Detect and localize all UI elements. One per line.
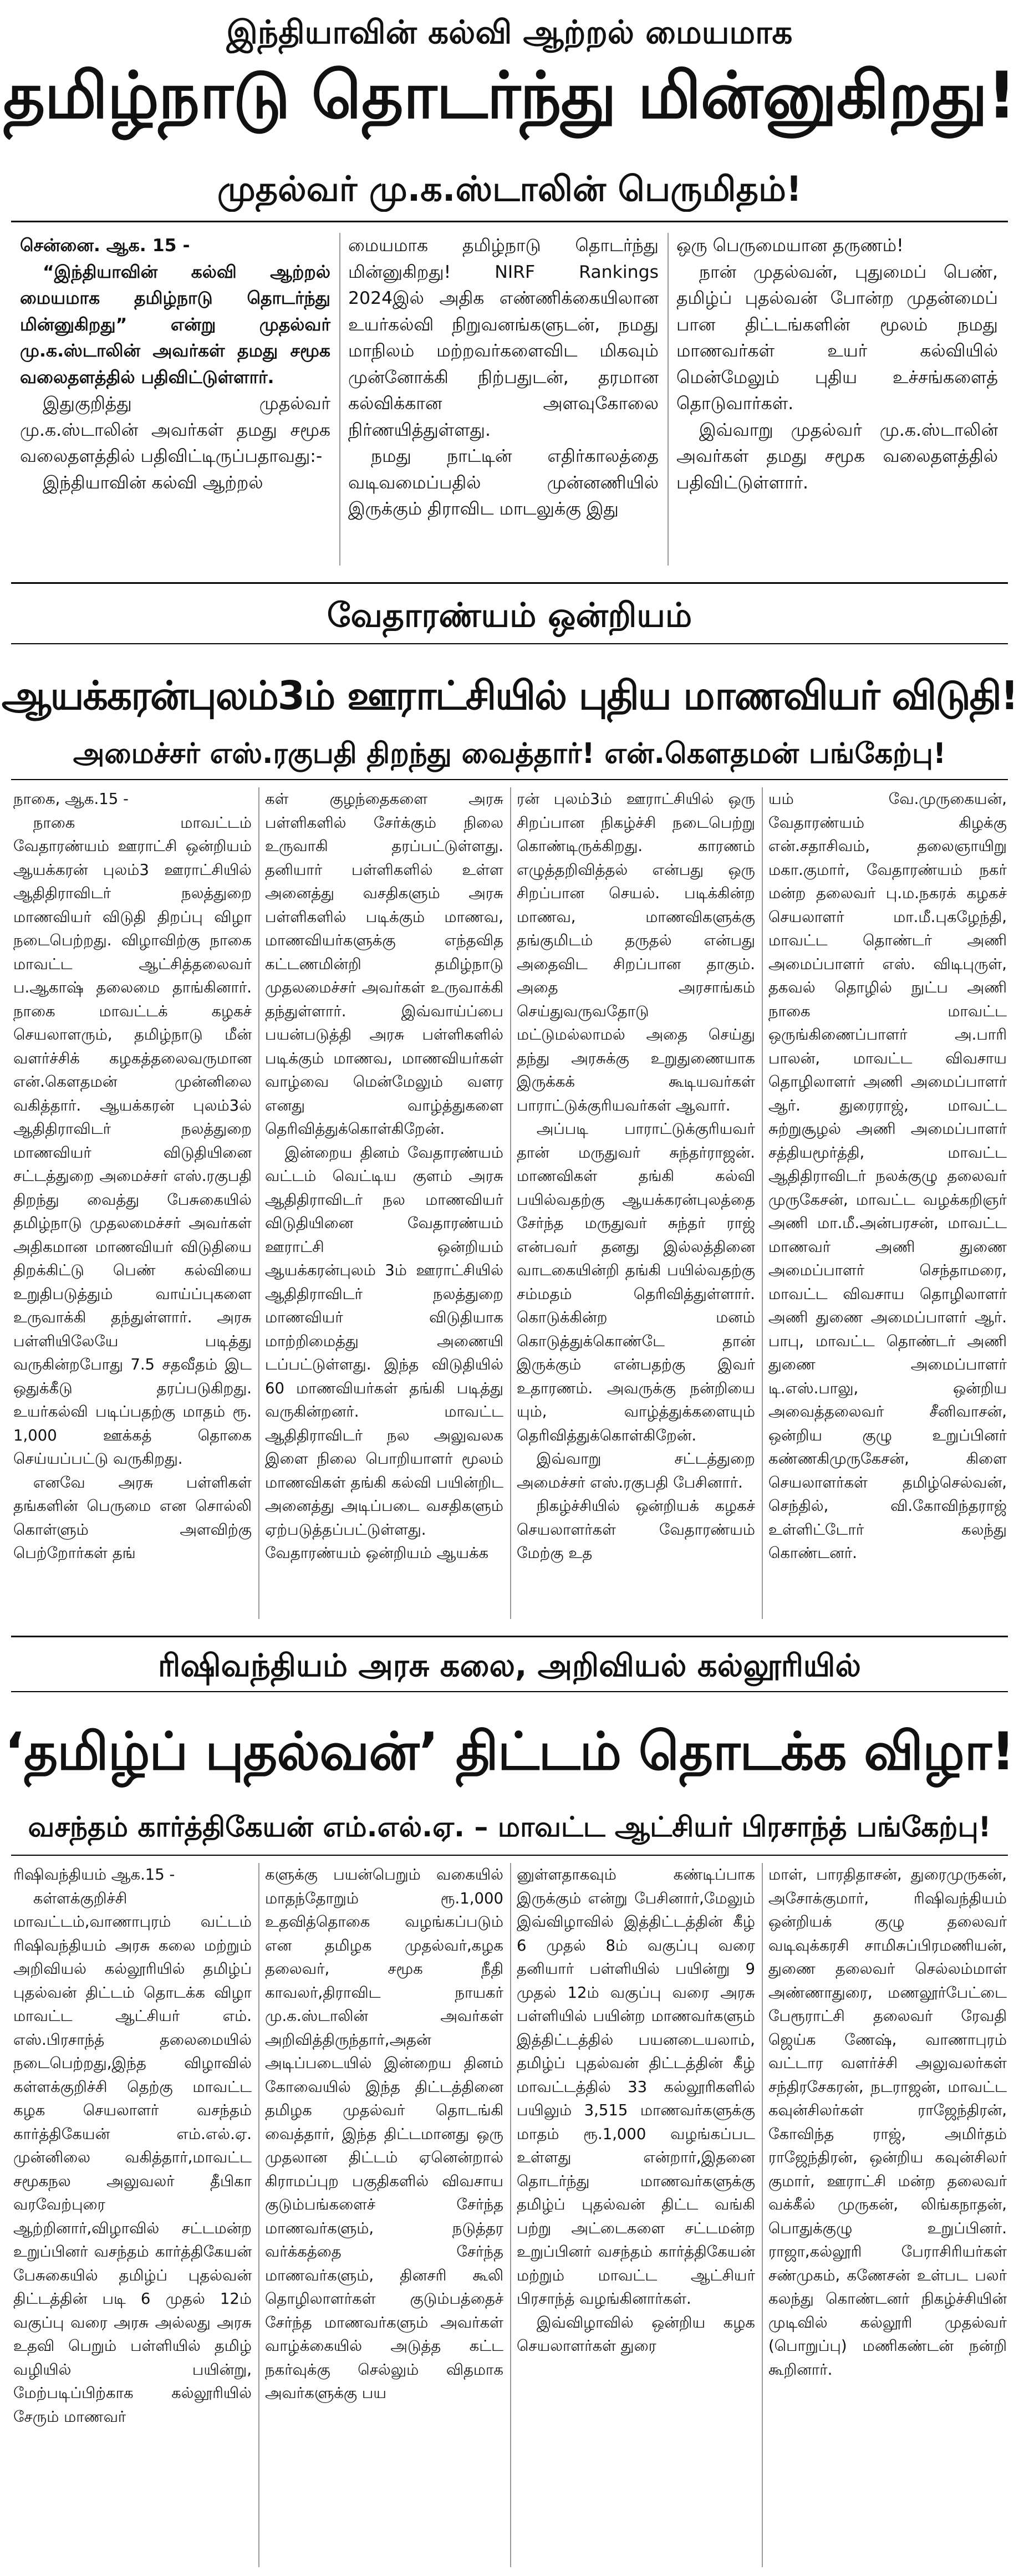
story3-column-1 — [13, 1863, 252, 2567]
paragraph: எனவே அரசு பள்ளிகள் தங்களின் பெருமை என சொல்லி கொள்ளும் அளவிற்கு பெற்றோர்கள் தங் — [13, 1473, 252, 1562]
story2-column-3 — [517, 787, 755, 1619]
story3-top-rule — [11, 1636, 1008, 1637]
story3-column-3 — [517, 1863, 755, 2567]
paragraph: களுக்கு பயன்பெறும் வகையில் மாதந்தோறும் ரூ.1,000 உதவித்தொகை வழங்கப்படும் என தமிழக முதல்வர்,கழக தலைவர், சமூக நீதி காவலர்,திராவிட நாயகர் மு.க.ஸ்டாலின் அவர்கள் அறிவித்திருந்தார்,அதன் அடிப்படையில் இன்றைய தினம் கோவையில் இந்த திட்டத்தினை தமிழக முதல்வர் தொடங்கி வைத்தார், இந்த திட்டமானது ஒரு முதலான திட்டம் ஏனென்றால் கிராமப்புற பகுதிகளில் விவசாய குடும்பங்களைச் சேர்ந்த மாணவர்களும், நடுத்தர வர்க்கத்தை சேர்ந்த மாணவர்களும், தினசரி கூலி தொழிலாளர்கள் குடும்பத்தைச் சேர்ந்த மாணவர்களும் அவர்கள் வாழ்க்கையில் அடுத்த கட்ட நகர்வுக்கு செல்லும் விதமாக அவர்களுக்கு பய — [265, 1866, 503, 2402]
story3-subhead: வசந்தம் கார்த்திகேயன் எம்.எல்.ஏ. – மாவட்ட ஆட்சியர் பிரசாந்த் பங்கேற்பு! — [28, 1811, 991, 1843]
story3-kicker: ரிஷிவந்தியம் அரசு கலை, அறிவியல் கல்லூரியில் — [158, 1648, 861, 1684]
column-divider — [762, 787, 763, 1619]
paragraph: ரன் புலம்3ம் ஊராட்சியில் ஒரு சிறப்பான நிகழ்ச்சி நடைபெற்று கொண்டிருக்கிறது. காரணம் எழுத்தறிவித்தல் என்பது ஒரு சிறப்பான செயல். படிக்கின்ற மாணவ, மாணவிகளுக்கு தங்குமிடம் தருதல் என்பது அதைவிட சிறப்பான தாகும். அதை அரசாங்கம் செய்துவருவதோடு மட்டுமல்லாமல் அதை செய்து தந்து அரசுக்கு உறுதுணையாக இருக்கக் கூடியவர்கள் பாராட்டுக்குரியவர்கள் ஆவார். — [517, 790, 755, 1114]
story2-dateline: நாகை, ஆக.15 - — [13, 790, 129, 808]
paragraph: இந்தியாவின் கல்வி ஆற்றல் — [42, 472, 263, 493]
paragraph: ஒரு பெருமையான தருணம்! — [676, 236, 904, 256]
story1-kicker: இந்தியாவின் கல்வி ஆற்றல் மையமாக — [226, 13, 793, 51]
paragraph: இதுகுறித்து முதல்வர் மு.க.ஸ்டாலின் அவர்கள் தமது சமூக வலைதளத்தில் பதிவிட்டிருப்பதாவது:- — [20, 394, 330, 466]
paragraph: னுள்ளதாகவும் கண்டிப்பாக இருக்கும் என்று பேசினார்,மேலும் இவ்விழாவில் இத்திட்டத்தின் கீழ் 6 முதல் 8ம் வகுப்பு வரை தனியார் பள்ளியில் பயின்று 9 முதல் 12ம் வகுப்பு வரை அரசு பள்ளியில் பயின்ற மாணவர்களும் இத்திட்டத்தில் பயனடையலாம், தமிழ்ப் புதல்வன் திட்டத்தின் கீழ் மாவட்டத்தில் 33 கல்லூரிகளில் பயிலும் 3,515 மாணவர்களுக்கு மாதம் ரூ.1,000 வழங்கப்பட உள்ளது என்றார்,இதனை தொடர்ந்து மாணவர்களுக்கு தமிழ்ப் புதல்வன் திட்ட வங்கி பற்று அட்டைகளை சட்டமன்ற உறுப்பினர் வசந்தம் கார்த்திகேயன் மற்றும் மாவட்ட ஆட்சியர் பிரசாந்த் வழங்கினார்கள். — [517, 1866, 755, 2308]
paragraph: கள்ளக்குறிச்சி மாவட்டம்,வாணாபுரம் வட்டம் ரிஷிவந்தியம் அரசு கலை மற்றும் அறிவியல் கல்லூரியில் தமிழ்ப் புதல்வன் திட்டம் தொடக்க விழா மாவட்ட ஆட்சியர் எம். எஸ்.பிரசாந்த் தலைமையில் நடைபெற்றது,இந்த விழாவில் கள்ளக்குறிச்சி தெற்கு மாவட்ட கழக செயலாளர் வசந்தம் கார்த்திகேயன் எம்.எல்.ஏ. முன்னிலை வகித்தார்,மாவட்ட சமூகநல அலுவலர் தீபிகா வரவேற்புரை ஆற்றினார்,விழாவில் சட்டமன்ற உறுப்பினர் வசந்தம் கார்த்திகேயன் பேசுகையில் தமிழ்ப் புதல்வன் திட்டத்தின் படி 6 முதல் 12ம் வகுப்பு வரை அரசு அல்லது அரசு உதவி பெறும் பள்ளியில் தமிழ் வழியில் பயின்று, மேற்படிப்பிற்காக கல்லூரியில் சேரும் மாணவர் — [13, 1889, 252, 2426]
story1-top-rule — [11, 221, 1008, 222]
story1-headline: தமிழ்நாடு தொடர்ந்து மின்னுகிறது! — [3, 62, 1016, 133]
story3-column-2 — [265, 1863, 503, 2567]
story3-kicker-rule — [11, 1691, 1008, 1692]
paragraph: மாள், பாரதிதாசன், துரைமுருகன், அசோக்குமார், ரிஷிவந்தியம் ஒன்றியக் குழு தலைவர் வடிவுக்கரசி சாமிசுப்பிரமணியன், துணை தலைவர் செல்லம்மாள் அண்ணாதுரை, மணலூர்பேட்டை பேரூராட்சி தலைவர் ரேவதி ஜெய்க ணேஷ், வாணாபுரம் வட்டார வளர்ச்சி அலுவலர்கள் சந்திரசேகரன், நடராஜன், மாவட்ட கவுன்சிலர்கள் ராஜேந்திரன், கோவிந்த ராஜ், அமிர்தம் ராஜேந்திரன், ஒன்றிய கவுன்சிலர் குமார், ஊராட்சி மன்ற தலைவர் வக்கீல் முருகன், லிங்கநாதன், பொதுக்குழு உறுப்பினர். ராஜா,கல்லூரி பேராசிரியர்கள் சண்முகம், கணேசன் உள்பட பலர் கலந்து கொண்டனர் நிகழ்ச்சியின் முடிவில் கல்லூரி முதல்வர் (பொறுப்பு) மணிகண்டன் நன்றி கூறினார். — [768, 1866, 1007, 2379]
story2-headline: ஆயக்கரன்புலம்3ம் ஊராட்சியில் புதிய மாணவியர் விடுதி! — [1, 673, 1018, 719]
story2-column-4 — [768, 787, 1007, 1619]
paragraph: இவ்வாறு முதல்வர் மு.க.ஸ்டாலின் அவர்கள் தமது சமூக வலைதளத்தில் பதிவிட்டுள்ளார். — [676, 420, 998, 493]
story2-top-rule — [11, 582, 1008, 584]
story2-column-1 — [13, 787, 252, 1619]
story3-subhead-rule — [11, 1855, 1008, 1856]
column-divider — [762, 1863, 763, 2567]
story2-kicker-rule — [11, 643, 1008, 644]
paragraph: கள் குழந்தைகளை அரசு பள்ளிகளில் சேர்க்கும் நிலை உருவாகி தரப்பட்டுள்ளது. தனியார் பள்ளிகளில் உள்ள அனைத்து வசதிகளும் அரசு பள்ளிகளில் படிக்கும் மாணவ, மாணவியர்களுக்கு எந்தவித கட்டணமின்றி தமிழ்நாடு முதலமைச்சர் அவர்கள் உருவாக்கி தந்துள்ளார். இவ்வாய்ப்பை பயன்படுத்தி அரசு பள்ளிகளில் படிக்கும் மாணவ, மாணவியர்கள் வாழ்வை மென்மேலும் வளர எனது வாழ்த்துகளை தெரிவித்துக்கொள்கிறேன். — [265, 790, 503, 1138]
story1-column-1 — [20, 233, 330, 566]
paragraph: நமது நாட்டின் எதிர்காலத்தை வடிவமைப்பதில் முன்னணியில் இருக்கும் திராவிட மாடலுக்கு இது — [348, 446, 659, 519]
column-divider — [510, 787, 511, 1619]
paragraph: “இந்தியாவின் கல்வி ஆற்றல் மையமாக தமிழ்நாடு தொடர்ந்து மின்னுகிறது” என்று முதல்வர் மு.க.ஸ்டாலின் அவர்கள் தமது சமூக வலைதளத்தில் பதிவிட்டுள்ளார். — [20, 262, 330, 388]
story3-column-4 — [768, 1863, 1007, 2567]
column-divider — [258, 787, 259, 1619]
column-divider — [668, 233, 669, 566]
story3-dateline: ரிஷிவந்தியம் ஆக.15 - — [13, 1866, 175, 1883]
column-divider — [258, 1863, 259, 2567]
story1-subhead: முதல்வர் மு.க.ஸ்டாலின் பெருமிதம்! — [217, 169, 802, 209]
story2-subhead: அமைச்சர் எஸ்.ரகுபதி திறந்து வைத்தார்! என்.கௌதமன் பங்கேற்பு! — [73, 737, 946, 770]
column-divider — [510, 1863, 511, 2567]
story1-dateline: சென்னை. ஆக. 15 - — [20, 236, 190, 256]
paragraph: இவ்வாறு சட்டத்துறை அமைச்சர் எஸ்.ரகுபதி பேசினார். — [517, 1450, 755, 1491]
story2-subhead-rule — [11, 779, 1008, 780]
paragraph: இன்றைய தினம் வேதாரண்யம் வட்டம் வெட்டிய குளம் அரசு ஆதிதிராவிடர் நல மாணவியர் விடுதியினை வேதாரண்யம் ஊராட்சி ஒன்றியம் ஆயக்கரன்புலம் 3ம் ஊராட்சியில் ஆதிதிராவிடர் நலத்துறை மாணவியர் விடுதியாக மாற்றிமைத்து அணையி டப்பட்டுள்ளது. இந்த விடுதியில் 60 மாணவியர்கள் தங்கி படித்து வருகின்றனர். மாவட்ட ஆதிதிராவிடர் நல அலுவலக இளை நிலை பொறியாளர் மூலம் மாணவிகள் தங்கி கல்வி பயின்றிட அனைத்து அடிப்படை வசதிகளும் ஏற்படுத்தப்பட்டுள்ளது. வேதாரண்யம் ஒன்றியம் ஆயக்க — [265, 1143, 503, 1562]
story3-headline: ‘தமிழ்ப் புதல்வன்’ திட்டம் தொடக்க விழா! — [4, 1722, 1015, 1782]
story2-kicker: வேதாரண்யம் ஒன்றியம் — [327, 596, 692, 635]
paragraph: யம் வே.முருகையன், வேதாரண்யம் கிழக்கு என்.சதாசிவம், தலைஞாயிறு மகா.குமார், வேதாரண்யம் நகர் மன்ற தலைவர் பு.ம.நகரக் கழகச் செயலாளர் மா.மீ.புகழேந்தி, மாவட்ட தொண்டர் அணி அமைப்பாளர் எஸ். விடிபுருள், தகவல் தொழில் நுட்ப அணி நாகை மாவட்ட ஒருங்கிணைப்பாளர் அ.பாரி பாலன், மாவட்ட விவசாய தொழிலாளர் அணி அமைப்பாளர் ஆர். துரைராஜ், மாவட்ட சுற்றுசூழல் அணி அமைப்பாளர் சத்தியமூர்த்தி, மாவட்ட ஆதிதிராவிடர் நலக்குழு தலைவர் முருகேசன், மாவட்ட வழக்கறிஞர் அணி மா.மீ.அன்பரசன், மாவட்ட மாணவர் அணி துணை அமைப்பாளர் செந்தாமரை, மாவட்ட விவசாய தொழிலாளர் அணி துணை அமைப்பாளர் ஆர். பாபு, மாவட்ட தொண்டர் அணி துணை அமைப்பாளர் டி.எஸ்.பாலு, ஒன்றிய அவைத்தலைவர் சீனிவாசன், ஒன்றிய குழு உறுப்பினர் கண்ணகிமுருகேசன், கிளை செயலாளர்கள் தமிழ்செல்வன், செந்தில், வி.கோவிந்தராஜ் உள்ளிட்டோர் கலந்து கொண்டனர். — [768, 790, 1007, 1562]
paragraph: நான் முதல்வன், புதுமைப் பெண், தமிழ்ப் புதல்வன் போன்ற முதன்மைப் பான திட்டங்களின் மூலம் நமது மாணவர்கள் உயர் கல்வியில் மென்மேலும் புதிய உச்சங்களைத் தொடுவார்கள். — [676, 262, 998, 414]
paragraph: நாகை மாவட்டம் வேதாரண்யம் ஊராட்சி ஒன்றியம் ஆயக்கரன் புலம்3 ஊராட்சியில் ஆதிதிராவிடர் நலத்துறை மாணவியர் விடுதி திறப்பு விழா நடைபெற்றது. விழாவிற்கு நாகை மாவட்ட ஆட்சித்தலைவர் ப.ஆகாஷ் தலைமை தாங்கினார். நாகை மாவட்டக் கழகச் செயலாளரும், தமிழ்நாடு மீன் வளர்ச்சிக் கழகத்தலைவருமான என்.கௌதமன் முன்னிலை வகித்தார். ஆயக்கரன் புலம்3ல் ஆதிதிராவிடர் நலத்துறை மாணவியர் விடுதியினை சட்டத்துறை அமைச்சர் எஸ்.ரகுபதி திறந்து வைத்து பேசுகையில் தமிழ்நாடு முதலமைச்சர் அவர்கள் அதிகமான மாணவியர் விடுதியை திறக்கிட்டு பெண் கல்வியை உறுதிபடுத்தும் வாய்ப்புகளை உருவாக்கி தந்துள்ளார். அரசு பள்ளியிலேயே படித்து வருகின்றபோது 7.5 சதவீதம் இட ஒதுக்கீடு தரப்படுகிறது. உயர்கல்வி படிப்பதற்கு மாதம் ரூ. 1,000 ஊக்கத் தொகை செய்யப்பட்டு வருகிறது. — [13, 813, 252, 1468]
story1-column-3 — [676, 233, 998, 566]
paragraph: அப்படி பாராட்டுக்குரியவர் தான் மருதுவர் சுந்தர்ராஜன். மாணவிகள் தங்கி கல்வி பயில்வதற்கு ஆயக்கரன்புலத்தை சேர்ந்த மருதுவர் சுந்தர் ராஜ் என்பவர் தனது இல்லத்தினை வாடகையின்றி தங்கி பயில்வதற்கு சம்மதம் தெரிவித்துள்ளார். கொடுக்கின்ற மனம் கொடுத்துக்கொண்டே தான் இருக்கும் என்பதற்கு இவர் உதாரணம். அவருக்கு நன்றியை யும், வாழ்த்துக்களையும் தெரிவித்துக்கொள்கிறேன். — [517, 1120, 755, 1444]
story2-column-2 — [265, 787, 503, 1619]
column-divider — [339, 233, 340, 566]
paragraph: இவ்விழாவில் ஒன்றிய கழக செயலாளர்கள் துரை — [517, 2313, 755, 2355]
paragraph: மையமாக தமிழ்நாடு தொடர்ந்து மின்னுகிறது! NIRF Rankings 2024இல் அதிக எண்ணிக்கையிலான உயர்கல்வி நிறுவனங்களுடன், நமது மாநிலம் மற்றவர்களைவிட மிகவும் முன்னோக்கி நிற்பதுடன், தரமான கல்விக்கான அளவுகோலை நிர்ணயித்துள்ளது. — [348, 236, 659, 440]
paragraph: நிகழ்ச்சியில் ஒன்றியக் கழகச் செயலாளர்கள் வேதாரண்யம் மேற்கு உத — [517, 1497, 755, 1562]
story1-column-2 — [348, 233, 659, 566]
